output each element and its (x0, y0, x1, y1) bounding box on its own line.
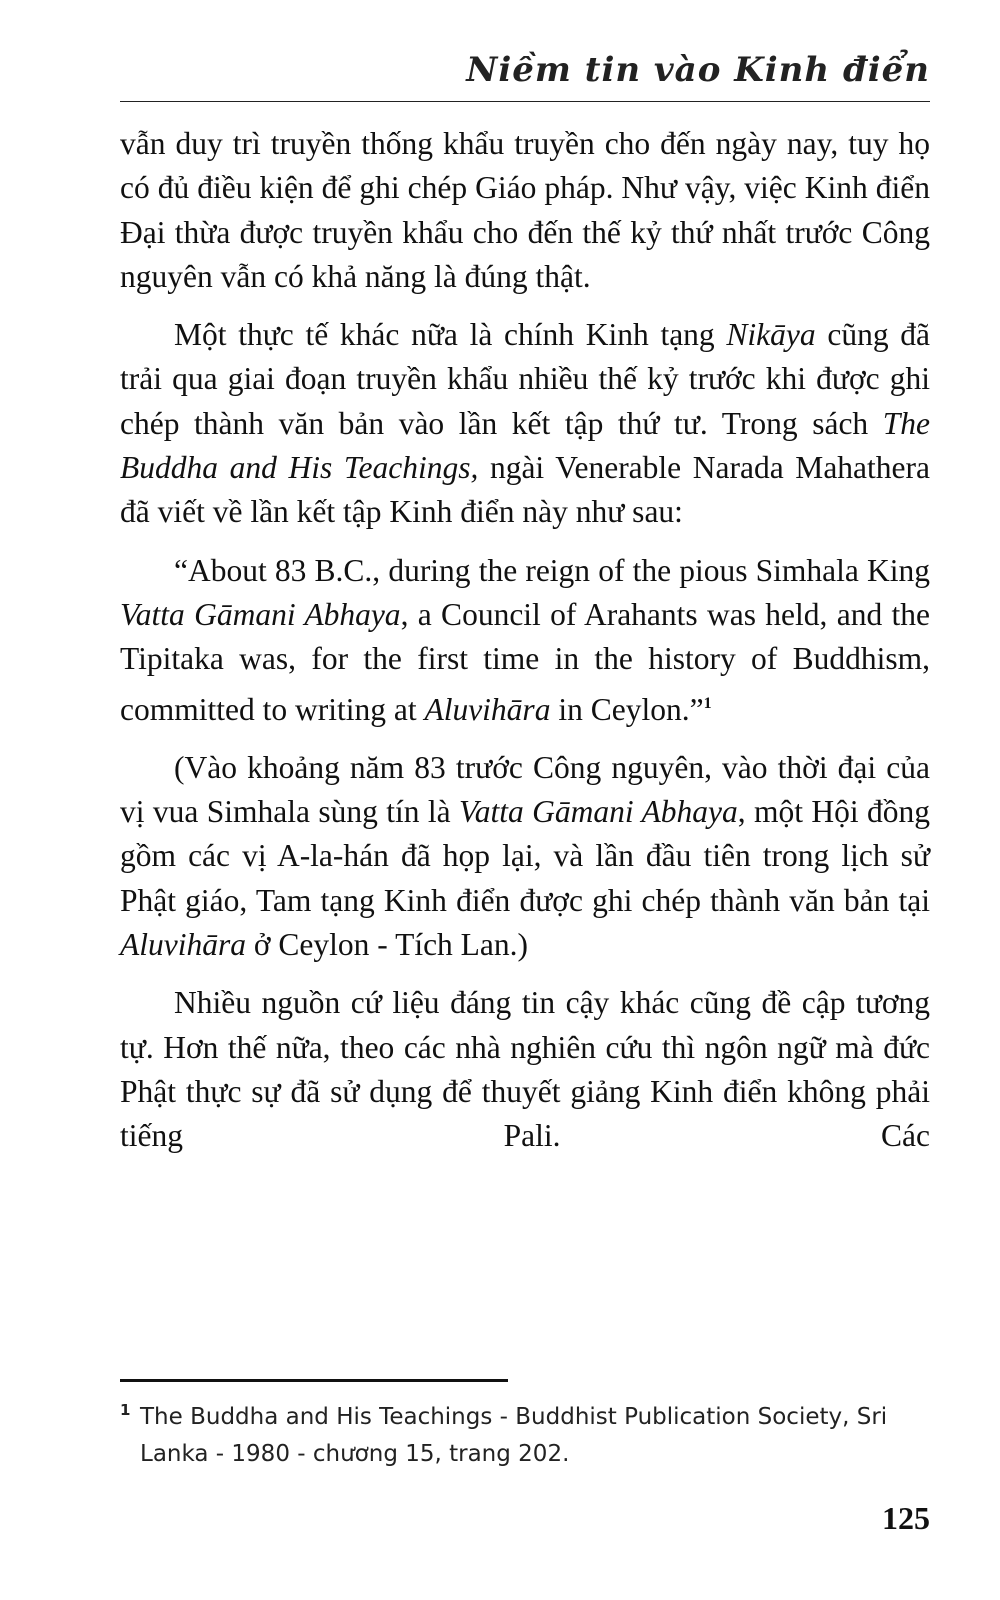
quote-text: “About 83 B.C., during the reign of the pious Simhala King (174, 552, 930, 588)
paragraph-text: (Vào khoảng năm 83 trước Công nguyên, vào thời đại của vị vua Simhala sùng tín là (120, 749, 930, 830)
page-number: 125 (882, 1500, 930, 1536)
paragraph-text: ở Ceylon - Tích Lan.) (246, 927, 529, 963)
english-quote (120, 549, 930, 732)
body-text (120, 122, 930, 1173)
vietnamese-translation (120, 746, 930, 967)
footnote-text: The Buddha and His Teachings - Buddhist Publication Society, Sri Lanka - 1980 - chương 15, trang 202. (140, 1404, 888, 1467)
header-divider (120, 101, 930, 102)
running-header-title: Niềm tin vào Kinh điển (466, 50, 930, 90)
italic-term: Nikāya (726, 317, 816, 353)
italic-place: Aluvihāra (424, 691, 551, 727)
book-title: The Buddha and His Teachings, (120, 405, 930, 486)
italic-place: Aluvihāra (120, 927, 246, 963)
footnote-reference[interactable]: 1 (703, 694, 712, 712)
footnote (120, 1392, 930, 1473)
italic-name: Vatta Gāmani Abhaya (120, 596, 401, 632)
footnote-number: 1 (120, 1401, 131, 1419)
paragraph-text: Một thực tế khác nữa là chính Kinh tạng (174, 317, 727, 353)
paragraph-text: cũng đã trải qua giai đoạn truyền khẩu nhiều thế kỷ trước khi được ghi chép thành văn bản vào lần kết tập thứ tư. Trong sách (120, 317, 931, 441)
italic-name: Vatta Gāmani Abhaya (459, 794, 738, 830)
quote-text: , a Council of Arahants was held, and the Tipitaka was, for the first time in the history of Buddhism, committed to writing at (120, 596, 931, 727)
paragraph-sources: Nhiều nguồn cứ liệu đáng tin cậy khác cũng đề cập tương tự. Hơn thế nữa, theo các nhà nghiên cứu thì ngôn ngữ mà đức Phật thực sự đã sử dụng để thuyết giảng Kinh điển không phải tiếng Pali. Các (120, 985, 930, 1154)
paragraph-continuation: vẫn duy trì truyền thống khẩu truyền cho đến ngày nay, tuy họ có đủ điều kiện để ghi chép Giáo pháp. Như vậy, việc Kinh điển Đại thừa được truyền khẩu cho đến thế kỷ thứ nhất trước Công nguyên vẫn có khả năng là đúng thật. (120, 126, 930, 294)
paragraph-text: ngài Venerable Narada Mahathera đã viết về lần kết tập Kinh điển này như sau: (120, 450, 930, 530)
footnote-divider (120, 1379, 508, 1382)
paragraph-nikaya (120, 313, 930, 534)
quote-text: in Ceylon.” (550, 691, 704, 727)
paragraph-text: , một Hội đồng gồm các vị A-la-hán đã họp lại, và lần đầu tiên trong lịch sử Phật giáo, Tam tạng Kinh điển được ghi chép thành văn bản tại (120, 794, 931, 918)
